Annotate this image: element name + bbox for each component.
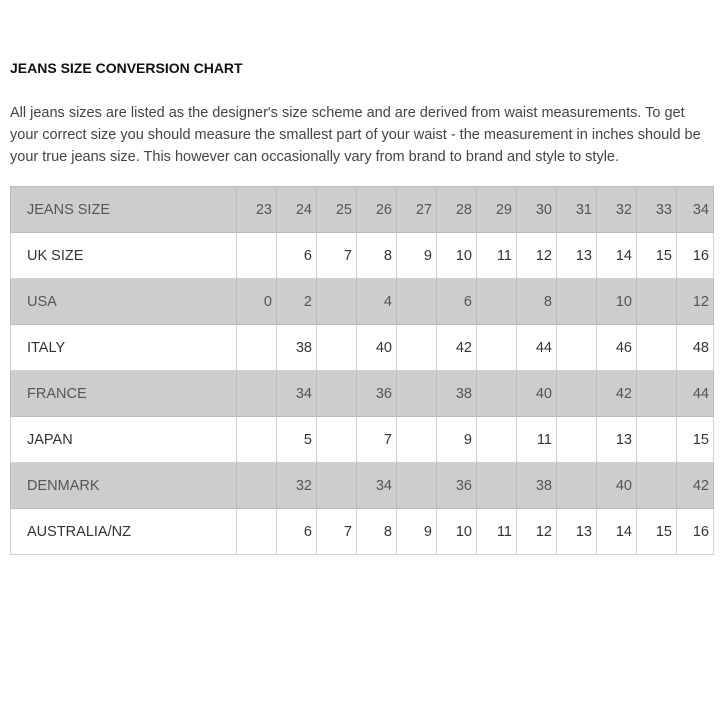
size-cell: 25 bbox=[317, 187, 357, 233]
size-cell: 13 bbox=[557, 509, 597, 555]
size-cell: 15 bbox=[677, 417, 714, 463]
size-cell: 7 bbox=[357, 417, 397, 463]
row-label: DENMARK bbox=[11, 463, 237, 509]
size-conversion-table bbox=[10, 186, 714, 555]
size-cell: 13 bbox=[597, 417, 637, 463]
size-cell bbox=[477, 325, 517, 371]
size-cell: 6 bbox=[437, 279, 477, 325]
size-cell: 44 bbox=[517, 325, 557, 371]
size-cell: 32 bbox=[597, 187, 637, 233]
size-cell: 38 bbox=[437, 371, 477, 417]
table-row bbox=[11, 325, 714, 371]
size-cell: 12 bbox=[677, 279, 714, 325]
size-cell: 8 bbox=[357, 233, 397, 279]
size-cell: 40 bbox=[357, 325, 397, 371]
size-cell: 48 bbox=[677, 325, 714, 371]
size-cell bbox=[477, 371, 517, 417]
size-cell bbox=[637, 279, 677, 325]
size-cell: 42 bbox=[437, 325, 477, 371]
size-cell: 6 bbox=[277, 233, 317, 279]
size-cell bbox=[237, 463, 277, 509]
size-cell: 6 bbox=[277, 509, 317, 555]
size-cell bbox=[557, 463, 597, 509]
size-cell: 34 bbox=[277, 371, 317, 417]
size-cell: 15 bbox=[637, 509, 677, 555]
size-cell bbox=[237, 325, 277, 371]
size-cell bbox=[557, 371, 597, 417]
size-cell: 27 bbox=[397, 187, 437, 233]
table-row bbox=[11, 463, 714, 509]
size-cell: 7 bbox=[317, 509, 357, 555]
size-cell: 10 bbox=[437, 509, 477, 555]
size-cell: 26 bbox=[357, 187, 397, 233]
row-label: FRANCE bbox=[11, 371, 237, 417]
size-cell: 33 bbox=[637, 187, 677, 233]
size-cell: 16 bbox=[677, 509, 714, 555]
size-cell: 9 bbox=[397, 233, 437, 279]
size-cell bbox=[317, 325, 357, 371]
size-cell: 4 bbox=[357, 279, 397, 325]
size-cell: 13 bbox=[557, 233, 597, 279]
size-cell: 40 bbox=[517, 371, 557, 417]
size-cell: 14 bbox=[597, 233, 637, 279]
size-cell bbox=[317, 371, 357, 417]
size-cell bbox=[237, 233, 277, 279]
size-cell bbox=[397, 279, 437, 325]
size-cell: 42 bbox=[597, 371, 637, 417]
size-cell: 10 bbox=[437, 233, 477, 279]
table-row bbox=[11, 371, 714, 417]
size-cell bbox=[477, 279, 517, 325]
size-cell: 8 bbox=[517, 279, 557, 325]
size-cell bbox=[317, 279, 357, 325]
size-cell: 36 bbox=[437, 463, 477, 509]
size-cell: 0 bbox=[237, 279, 277, 325]
size-cell: 9 bbox=[437, 417, 477, 463]
size-cell: 10 bbox=[597, 279, 637, 325]
size-cell: 36 bbox=[357, 371, 397, 417]
size-cell: 12 bbox=[517, 233, 557, 279]
size-cell: 34 bbox=[677, 187, 714, 233]
size-cell: 11 bbox=[517, 417, 557, 463]
size-cell bbox=[637, 325, 677, 371]
row-label: JEANS SIZE bbox=[11, 187, 237, 233]
row-label: JAPAN bbox=[11, 417, 237, 463]
table-row bbox=[11, 279, 714, 325]
size-cell: 42 bbox=[677, 463, 714, 509]
size-cell: 14 bbox=[597, 509, 637, 555]
page-title: JEANS SIZE CONVERSION CHART bbox=[10, 60, 243, 76]
size-cell: 29 bbox=[477, 187, 517, 233]
size-cell: 38 bbox=[517, 463, 557, 509]
size-cell bbox=[477, 463, 517, 509]
size-cell bbox=[637, 463, 677, 509]
size-cell: 28 bbox=[437, 187, 477, 233]
size-cell: 34 bbox=[357, 463, 397, 509]
size-cell: 9 bbox=[397, 509, 437, 555]
size-cell: 7 bbox=[317, 233, 357, 279]
size-cell bbox=[397, 325, 437, 371]
table-body bbox=[11, 187, 714, 555]
row-label: AUSTRALIA/NZ bbox=[11, 509, 237, 555]
size-cell bbox=[557, 417, 597, 463]
size-cell bbox=[317, 417, 357, 463]
size-cell bbox=[237, 509, 277, 555]
size-cell bbox=[637, 371, 677, 417]
size-cell bbox=[397, 463, 437, 509]
size-cell bbox=[397, 371, 437, 417]
size-cell bbox=[397, 417, 437, 463]
size-cell: 24 bbox=[277, 187, 317, 233]
size-cell bbox=[317, 463, 357, 509]
size-cell bbox=[237, 371, 277, 417]
size-cell: 44 bbox=[677, 371, 714, 417]
size-cell: 12 bbox=[517, 509, 557, 555]
size-cell: 38 bbox=[277, 325, 317, 371]
table-row bbox=[11, 509, 714, 555]
row-label: UK SIZE bbox=[11, 233, 237, 279]
size-cell bbox=[637, 417, 677, 463]
intro-paragraph: All jeans sizes are listed as the designer's size scheme and are derived from waist measurements. To get your correct size you should measure the smallest part of your waist - the measurement in inches should be your true jeans size. This however can occasionally vary from brand to brand and style to style. bbox=[10, 105, 701, 165]
size-cell: 5 bbox=[277, 417, 317, 463]
size-cell: 11 bbox=[477, 509, 517, 555]
size-cell: 2 bbox=[277, 279, 317, 325]
size-cell: 31 bbox=[557, 187, 597, 233]
size-cell: 23 bbox=[237, 187, 277, 233]
size-cell: 30 bbox=[517, 187, 557, 233]
table-row bbox=[11, 417, 714, 463]
size-cell: 11 bbox=[477, 233, 517, 279]
size-cell bbox=[477, 417, 517, 463]
row-label: ITALY bbox=[11, 325, 237, 371]
table-row bbox=[11, 187, 714, 233]
size-cell: 40 bbox=[597, 463, 637, 509]
size-cell: 15 bbox=[637, 233, 677, 279]
size-cell: 16 bbox=[677, 233, 714, 279]
table-row bbox=[11, 233, 714, 279]
size-cell: 46 bbox=[597, 325, 637, 371]
size-cell bbox=[557, 279, 597, 325]
size-cell bbox=[557, 325, 597, 371]
size-cell: 8 bbox=[357, 509, 397, 555]
size-cell bbox=[237, 417, 277, 463]
row-label: USA bbox=[11, 279, 237, 325]
size-cell: 32 bbox=[277, 463, 317, 509]
